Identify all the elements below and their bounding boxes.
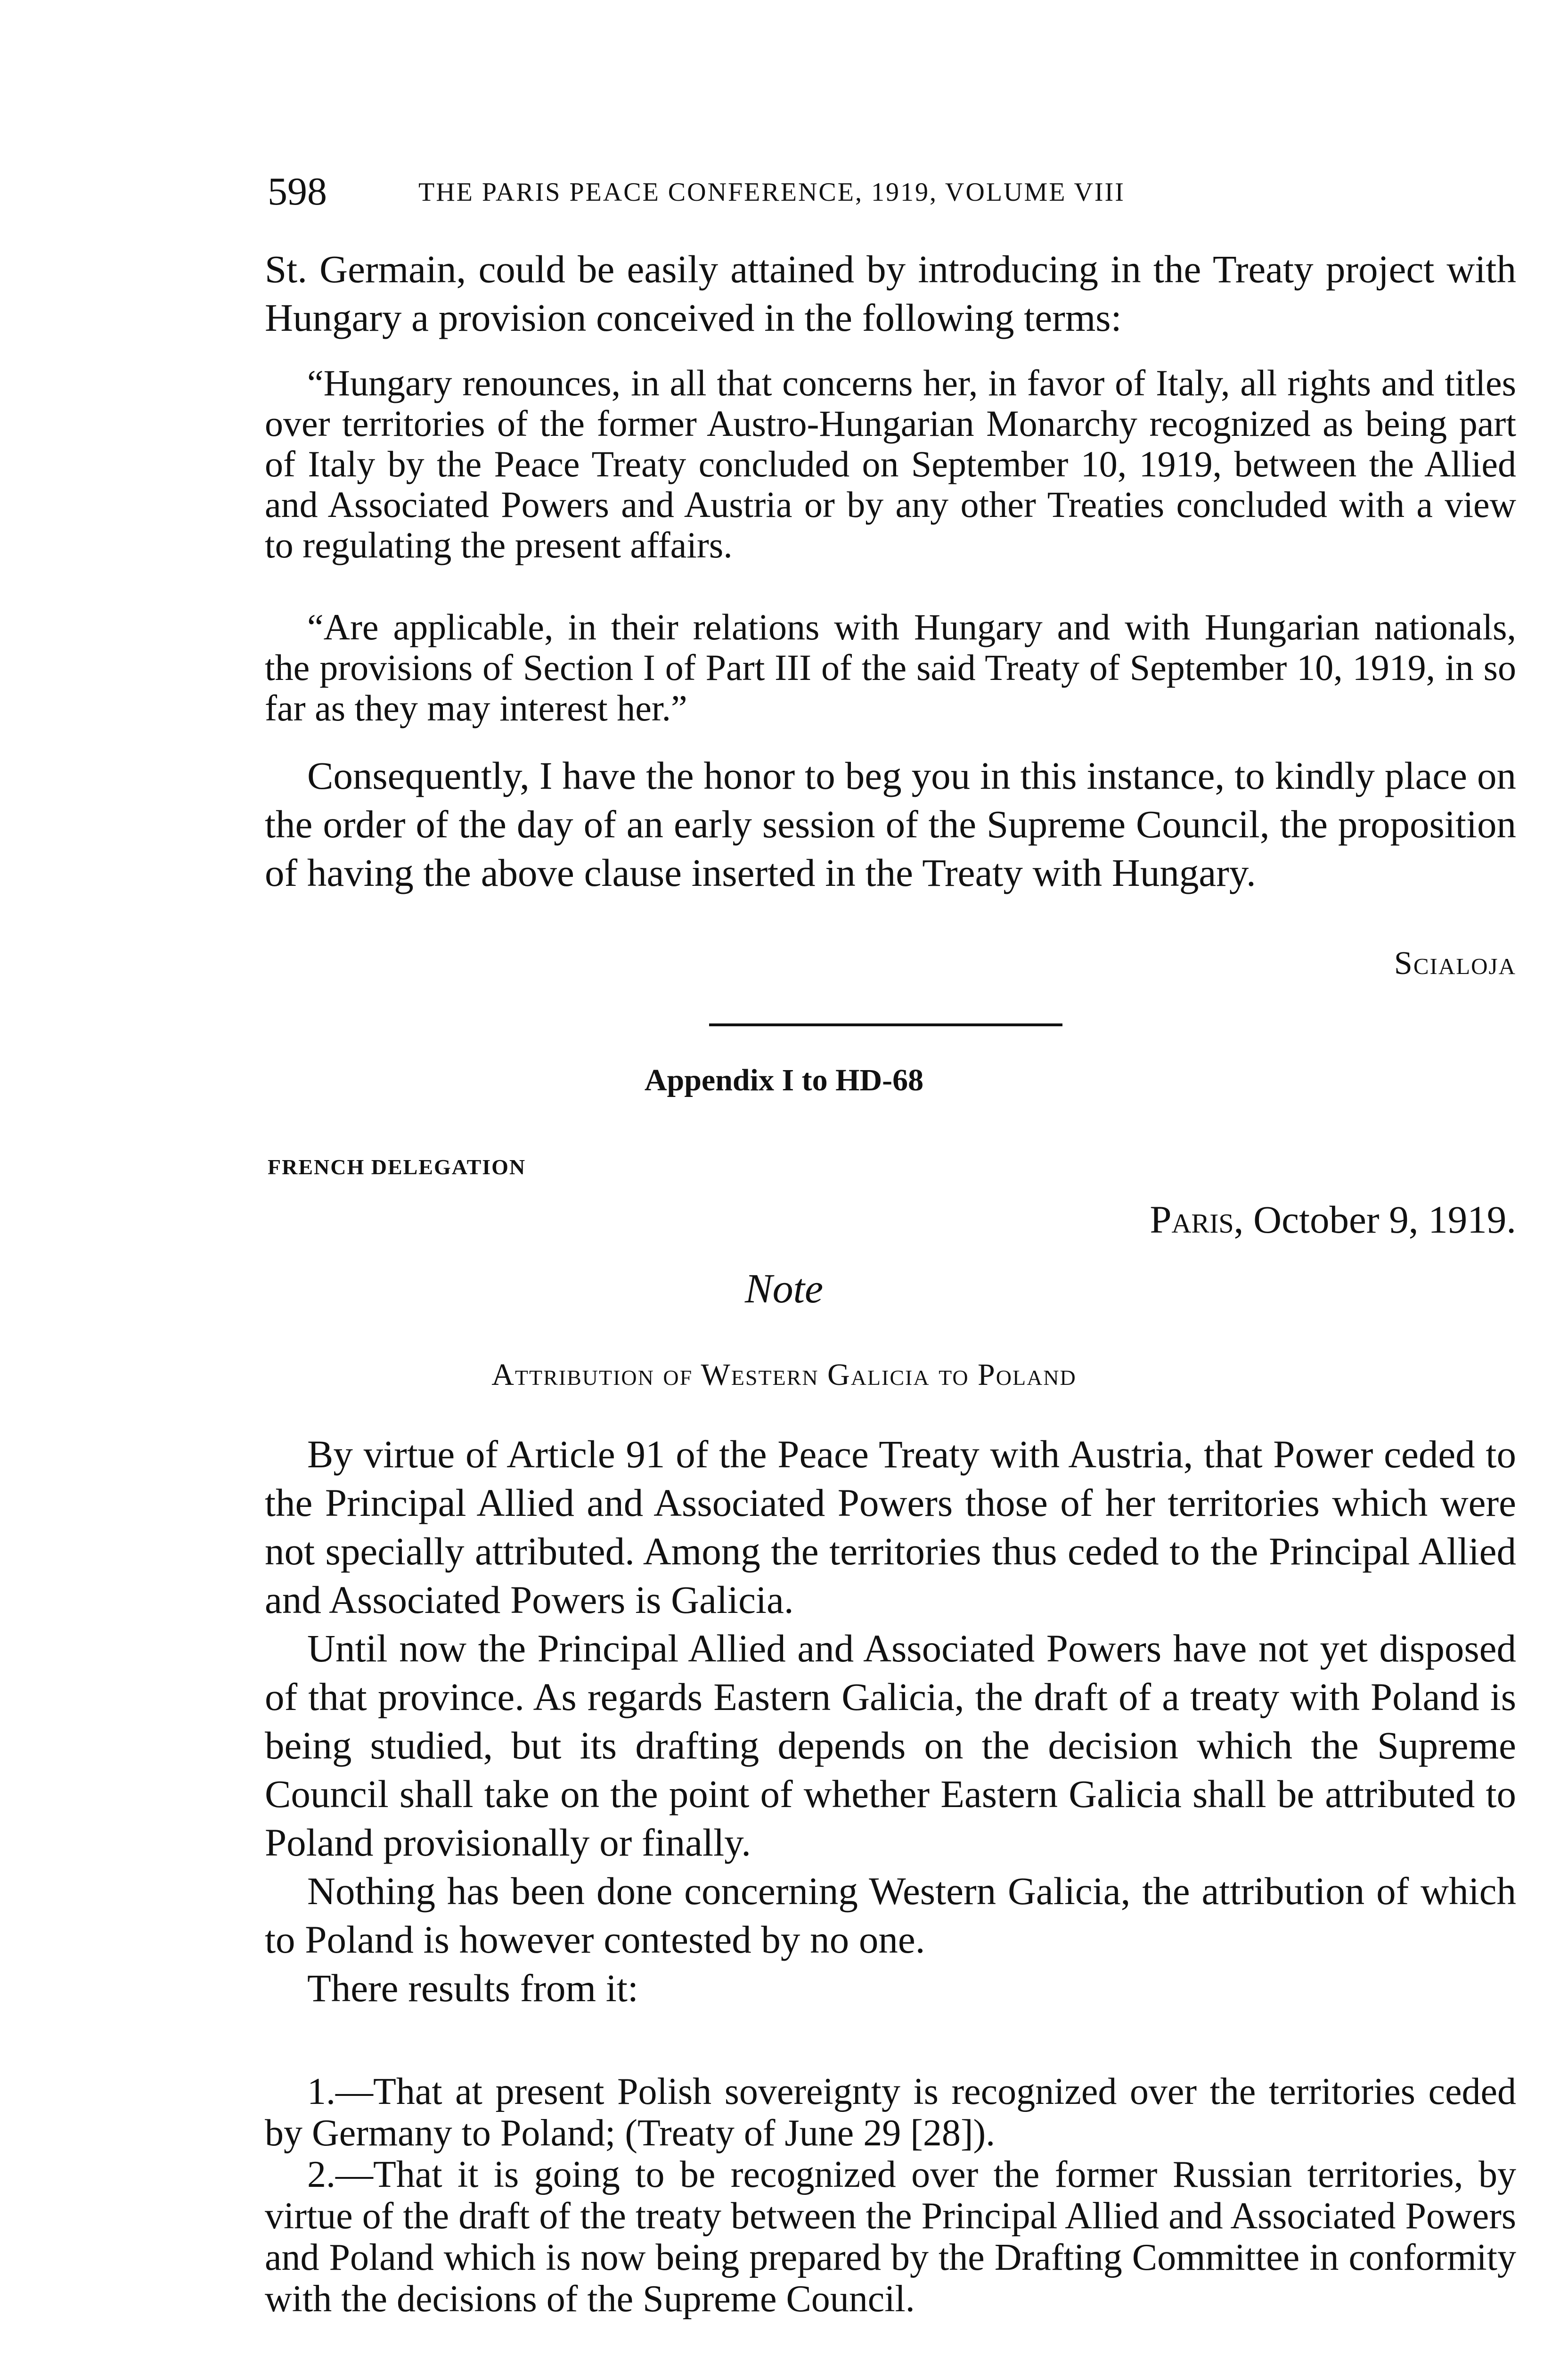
section-heading: Attribution of Western Galicia to Poland — [491, 1358, 1077, 1392]
appendix-paragraph: By virtue of Article 91 of the Peace Treaty with Austria, that Power ceded to the Principal Allied and Associated Powers those of her territories which were not specially attributed. Among the territories thus ceded to the Principal Allied and Associated Powers is Galicia. — [265, 1432, 1516, 1621]
page-number: 598 — [268, 170, 327, 213]
appendix-paragraph: There results from it: — [307, 1966, 638, 2010]
page-header — [268, 166, 1521, 218]
quote-paragraph-2: “Are applicable, in their relations with Hungary and with Hungarian nationals, the provisions of Section I of Part III of the said Treaty of September 10, 1919, in so far as they may interest her.” — [265, 606, 1516, 728]
date-text: October 9, 1919. — [1253, 1198, 1516, 1241]
appendix-paragraph: Nothing has been done concerning Western Galicia, the attribution of which to Poland is however contested by no one. — [265, 1869, 1516, 1961]
list-item: 2.—That it is going to be recognized over the former Russian territories, by virtue of the draft of the treaty between the Principal Allied and Associated Powers and Poland which is now being prepared by the Drafting Committee in conformity with the decisions of the Supreme Council. — [265, 2154, 1516, 2320]
dateline — [1150, 1197, 1516, 1242]
signature: Scialoja — [1394, 945, 1516, 982]
list-item: 1.—That at present Polish sovereignty is recognized over the territories ceded by Germany to Poland; (Treaty of June 29 [28]). — [265, 2071, 1516, 2154]
request-paragraph: Consequently, I have the honor to beg you in this instance, to kindly place on the order of the day of an early session of the Supreme Council, the proposition of having the above clause inserted in the Treaty with Hungary. — [265, 754, 1516, 894]
note-title: Note — [744, 1266, 824, 1312]
running-title: THE PARIS PEACE CONFERENCE, 1919, VOLUME VIII — [418, 178, 1125, 207]
appendix-body — [265, 1430, 1516, 2012]
section-divider — [709, 1023, 1062, 1026]
date-city: Paris, — [1150, 1198, 1244, 1241]
delegation-label: FRENCH DELEGATION — [268, 1155, 526, 1179]
continuation-paragraph: St. Germain, could be easily attained by introducing in the Treaty project with Hungary a provision conceived in the following terms: — [265, 247, 1516, 339]
appendix-title: Appendix I to HD-68 — [644, 1063, 924, 1097]
appendix-paragraph: Until now the Principal Allied and Associated Powers have not yet disposed of that province. As regards Eastern Galicia, the draft of a treaty with Poland is being studied, but its drafting depends on the decision which the Supreme Council shall take on the point of whether Eastern Galicia shall be attributed to Poland provisionally or finally. — [265, 1627, 1516, 1864]
numbered-list — [265, 2071, 1516, 2320]
quote-paragraph-1: “Hungary renounces, in all that concerns her, in favor of Italy, all rights and titles over territories of the former Austro-Hungarian Monarchy recognized as being part of Italy by the Peace Treaty concluded on September 10, 1919, between the Allied and Associated Powers and Austria or by any other Treaties concluded with a view to regulating the present affairs. — [265, 362, 1516, 565]
